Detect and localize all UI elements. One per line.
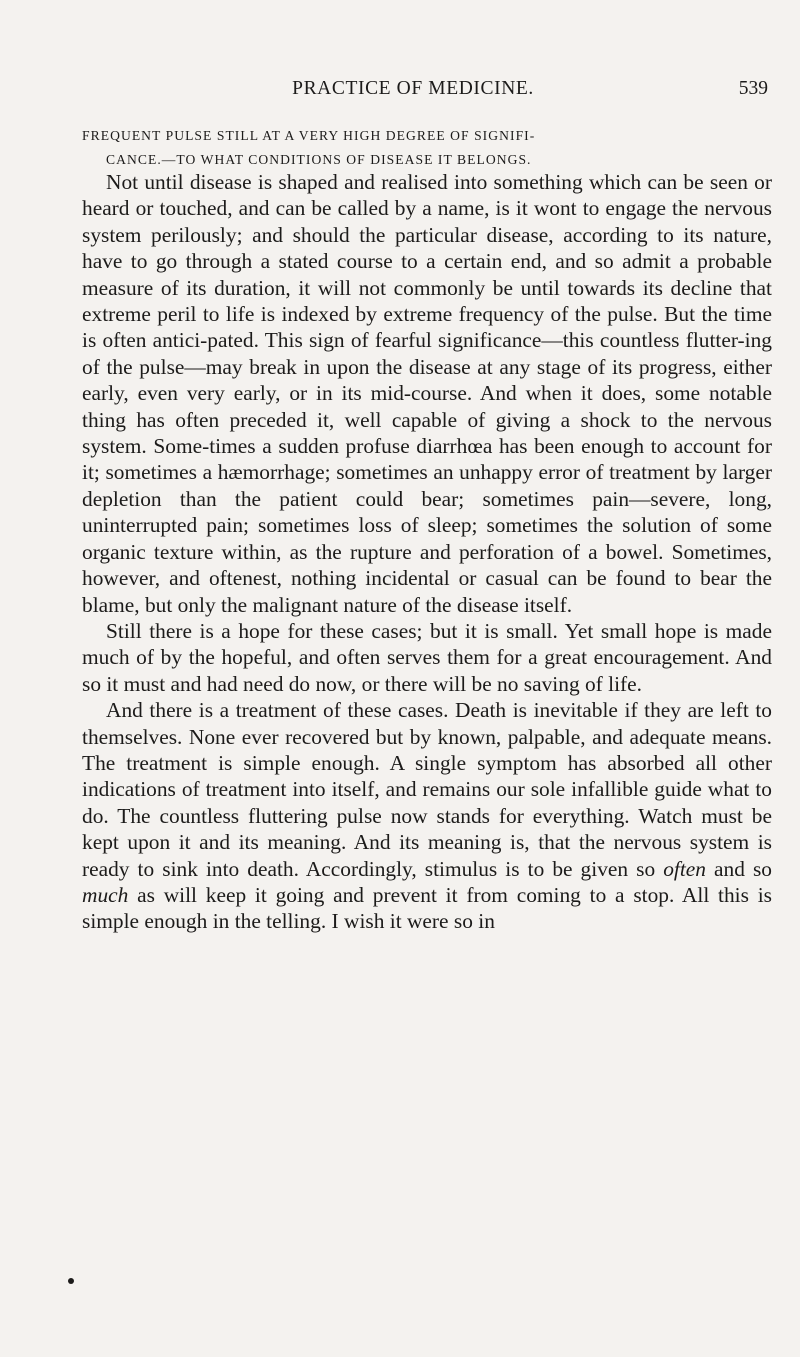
paragraph-2: Still there is a hope for these cases; but it is small. Yet small hope is made much of by the hopeful, and often serves them for a great encouragement. And so it must and had need do now, or there will be no saving of life. — [82, 618, 772, 696]
section-heading-line-2: CANCE.—TO WHAT CONDITIONS OF DISEASE IT BELONGS. — [106, 152, 532, 167]
running-head — [58, 78, 768, 104]
paragraph-3-part-2: and so — [705, 856, 772, 881]
section-heading — [82, 124, 772, 172]
paragraph-3-part-3: as will keep it going and prevent it from coming to a stop. All this is simple enough in the telling. I wish it were so in — [82, 882, 772, 934]
paragraph-3-part-1: And there is a treatment of these cases. Death is inevitable if they are left to themselves. None ever recovered but by known, palpable, and adequate means. The treatment is simple enough. A single symptom has absorbed all other indications of treatment into itself, and remains our sole infallible guide what to do. The countless fluttering pulse now stands for everything. Watch must be kept upon it and its meaning. And its meaning is, that the nervous system is ready to sink into death. Accordingly, stimulus is to be given so — [82, 698, 772, 881]
emphasis-much: much — [82, 882, 129, 907]
page-number: 539 — [738, 78, 768, 99]
running-title: PRACTICE OF MEDICINE. — [292, 78, 534, 99]
emphasis-often: often — [663, 856, 706, 881]
body-text — [82, 169, 772, 935]
margin-mark — [68, 1278, 74, 1284]
section-heading-line-1: FREQUENT PULSE STILL AT A VERY HIGH DEGREE OF SIGNIFI- — [82, 128, 536, 143]
paragraph-1: Not until disease is shaped and realised into something which can be seen or heard or touched, and can be called by a name, is it wont to engage the nervous system perilously; and should the particular disease, according to its nature, have to go through a stated course to a certain end, and so admit a probable measure of its duration, it will not commonly be until towards its decline that extreme peril to life is indexed by extreme frequency of the pulse. But the time is often antici-pated. This sign of fearful significance—this countless flutter-ing of the pulse—may break in upon the disease at any stage of its progress, either early, even very early, or in its mid-course. And when it does, some notable thing has often preceded it, well capable of giving a shock to the nervous system. Some-times a sudden profuse diarrhœa has been enough to account for it; sometimes a hæmorrhage; sometimes an unhappy error of treatment by larger depletion than the patient could bear; sometimes pain—severe, long, uninterrupted pain; sometimes loss of sleep; sometimes the solution of some organic texture within, as the rupture and perforation of a bowel. Sometimes, however, and oftenest, nothing incidental or casual can be found to bear the blame, but only the malignant nature of the disease itself. — [82, 170, 772, 617]
paragraph-3 — [82, 697, 772, 935]
